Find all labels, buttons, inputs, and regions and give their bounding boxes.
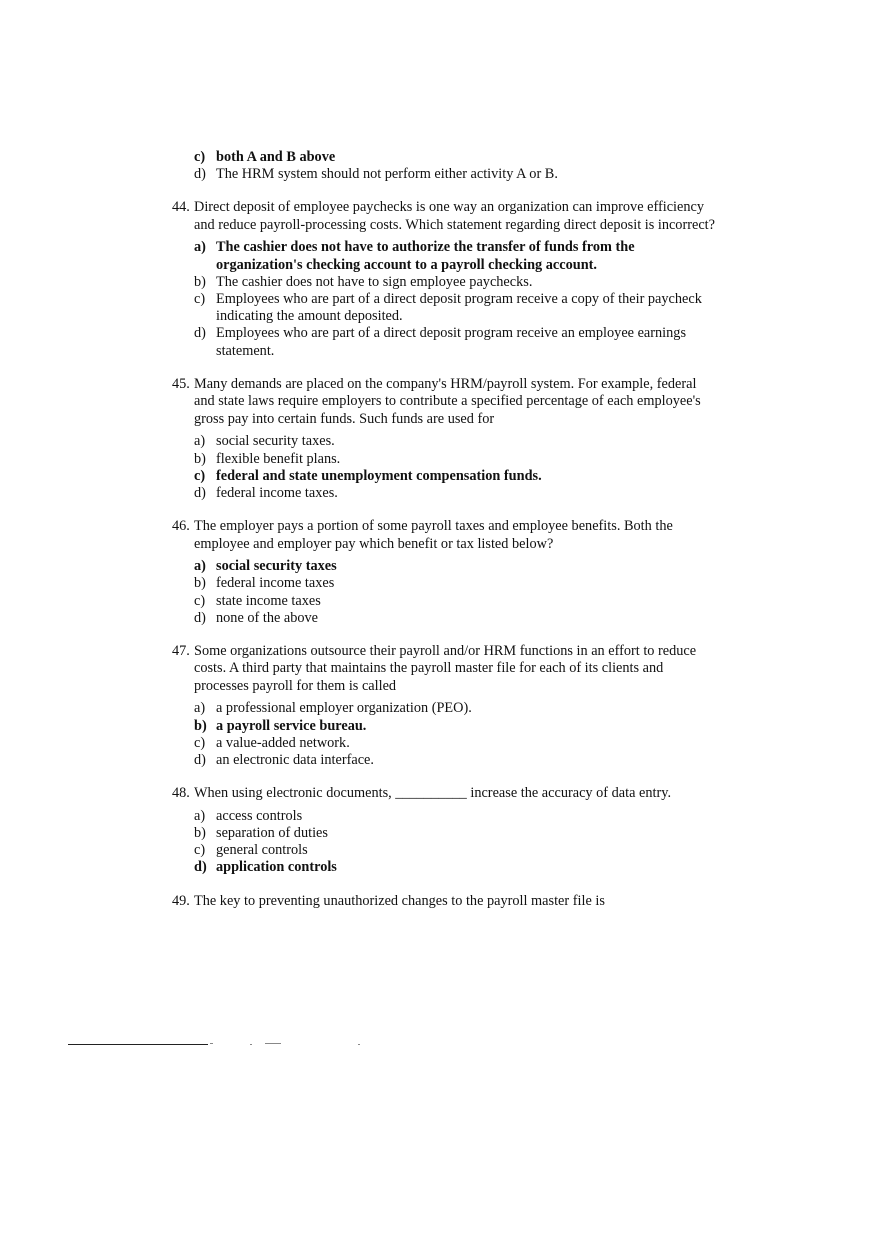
option-letter: c) bbox=[194, 291, 206, 308]
question-46 bbox=[172, 518, 717, 627]
option-row bbox=[194, 575, 717, 592]
option-row bbox=[194, 433, 717, 450]
option-row bbox=[194, 291, 717, 325]
option-row bbox=[194, 325, 717, 359]
option-text: state income taxes bbox=[216, 592, 321, 609]
option-text: a payroll service bureau. bbox=[216, 717, 367, 734]
question-text: Many demands are placed on the company's HRM/payroll system. For example, federal and state laws require employers to contribute a specified percentage of each employee's gross pay into certain funds. Such funds are used for bbox=[194, 375, 701, 427]
option-letter: a) bbox=[194, 700, 206, 717]
footnote-divider bbox=[68, 1044, 208, 1045]
option-row bbox=[194, 239, 717, 273]
option-text: an electronic data interface. bbox=[216, 752, 374, 769]
option-letter: b) bbox=[194, 273, 206, 290]
option-row bbox=[194, 149, 717, 166]
option-letter: d) bbox=[194, 484, 206, 501]
question-text: Direct deposit of employee paychecks is one way an organization can improve efficiency and reduce payroll-processing costs. Which statement regarding direct deposit is incorrect? bbox=[194, 199, 715, 233]
question-number: 48. bbox=[172, 785, 190, 802]
option-text: social security taxes bbox=[216, 558, 337, 575]
question-text: The key to preventing unauthorized changes to the payroll master file is bbox=[194, 892, 605, 909]
option-text: The HRM system should not perform either activity A or B. bbox=[216, 166, 558, 183]
option-text: general controls bbox=[216, 842, 308, 859]
option-row bbox=[194, 610, 717, 627]
option-letter: d) bbox=[194, 752, 206, 769]
option-text: a value-added network. bbox=[216, 734, 350, 751]
option-letter: b) bbox=[194, 450, 206, 467]
option-text: separation of duties bbox=[216, 824, 328, 841]
option-text: The cashier does not have to sign employee paychecks. bbox=[216, 273, 533, 290]
option-letter: c) bbox=[194, 734, 206, 751]
question-text: Some organizations outsource their payroll and/or HRM functions in an effort to reduce costs. A third party that maintains the payroll master file for each of its clients and processes payroll for them is called bbox=[194, 642, 697, 694]
option-text: both A and B above bbox=[216, 149, 336, 165]
question-48 bbox=[172, 785, 717, 876]
option-text: The cashier does not have to authorize the transfer of funds from the organization's checking account to a payroll checking account. bbox=[216, 239, 635, 273]
question-number: 45. bbox=[172, 375, 190, 392]
option-text: Employees who are part of a direct deposit program receive a copy of their paycheck indicating the amount deposited. bbox=[216, 291, 702, 325]
option-row bbox=[194, 752, 717, 769]
option-row bbox=[194, 842, 717, 859]
option-letter: a) bbox=[194, 239, 206, 256]
option-row bbox=[194, 166, 717, 183]
option-letter: b) bbox=[194, 717, 207, 734]
question-number: 44. bbox=[172, 199, 190, 216]
option-text: flexible benefit plans. bbox=[216, 450, 341, 467]
option-letter: c) bbox=[194, 842, 206, 859]
option-row bbox=[194, 859, 717, 876]
question-number: 46. bbox=[172, 518, 190, 535]
option-text: federal income taxes. bbox=[216, 484, 338, 501]
option-letter: c) bbox=[194, 592, 206, 609]
option-text: Employees who are part of a direct deposit program receive an employee earnings statement. bbox=[216, 325, 687, 359]
option-row bbox=[194, 558, 717, 575]
question-number: 49. bbox=[172, 892, 190, 909]
question-number: 47. bbox=[172, 642, 190, 659]
option-letter: c) bbox=[194, 467, 206, 484]
question-44 bbox=[172, 199, 717, 359]
option-text: a professional employer organization (PEO). bbox=[216, 700, 472, 717]
option-row bbox=[194, 451, 717, 468]
question-list bbox=[172, 149, 717, 926]
option-row bbox=[194, 718, 717, 735]
continued-options bbox=[194, 149, 717, 183]
question-47 bbox=[172, 643, 717, 769]
option-row bbox=[194, 825, 717, 842]
option-letter: b) bbox=[194, 824, 206, 841]
option-letter: d) bbox=[194, 859, 207, 876]
option-row bbox=[194, 485, 717, 502]
option-letter: c) bbox=[194, 149, 206, 165]
option-row bbox=[194, 593, 717, 610]
option-text: federal and state unemployment compensation funds. bbox=[216, 467, 542, 484]
scan-artifact bbox=[210, 1041, 370, 1047]
option-letter: d) bbox=[194, 609, 206, 626]
option-row bbox=[194, 735, 717, 752]
option-row bbox=[194, 468, 717, 485]
option-letter: d) bbox=[194, 325, 206, 342]
question-45 bbox=[172, 376, 717, 502]
option-letter: b) bbox=[194, 575, 206, 592]
option-letter: d) bbox=[194, 166, 206, 183]
question-49 bbox=[172, 893, 717, 911]
option-row bbox=[194, 700, 717, 717]
option-letter: a) bbox=[194, 558, 206, 575]
option-row bbox=[194, 274, 717, 291]
question-text: The employer pays a portion of some payroll taxes and employee benefits. Both the employee and employer pay which benefit or tax listed below? bbox=[194, 518, 673, 552]
option-text: access controls bbox=[216, 807, 303, 824]
question-text: When using electronic documents, __________ increase the accuracy of data entry. bbox=[194, 785, 672, 802]
option-text: social security taxes. bbox=[216, 433, 335, 450]
option-letter: a) bbox=[194, 807, 206, 824]
option-row bbox=[194, 808, 717, 825]
option-text: none of the above bbox=[216, 609, 319, 626]
option-letter: a) bbox=[194, 433, 206, 450]
option-text: federal income taxes bbox=[216, 575, 335, 592]
option-text: application controls bbox=[216, 859, 337, 876]
